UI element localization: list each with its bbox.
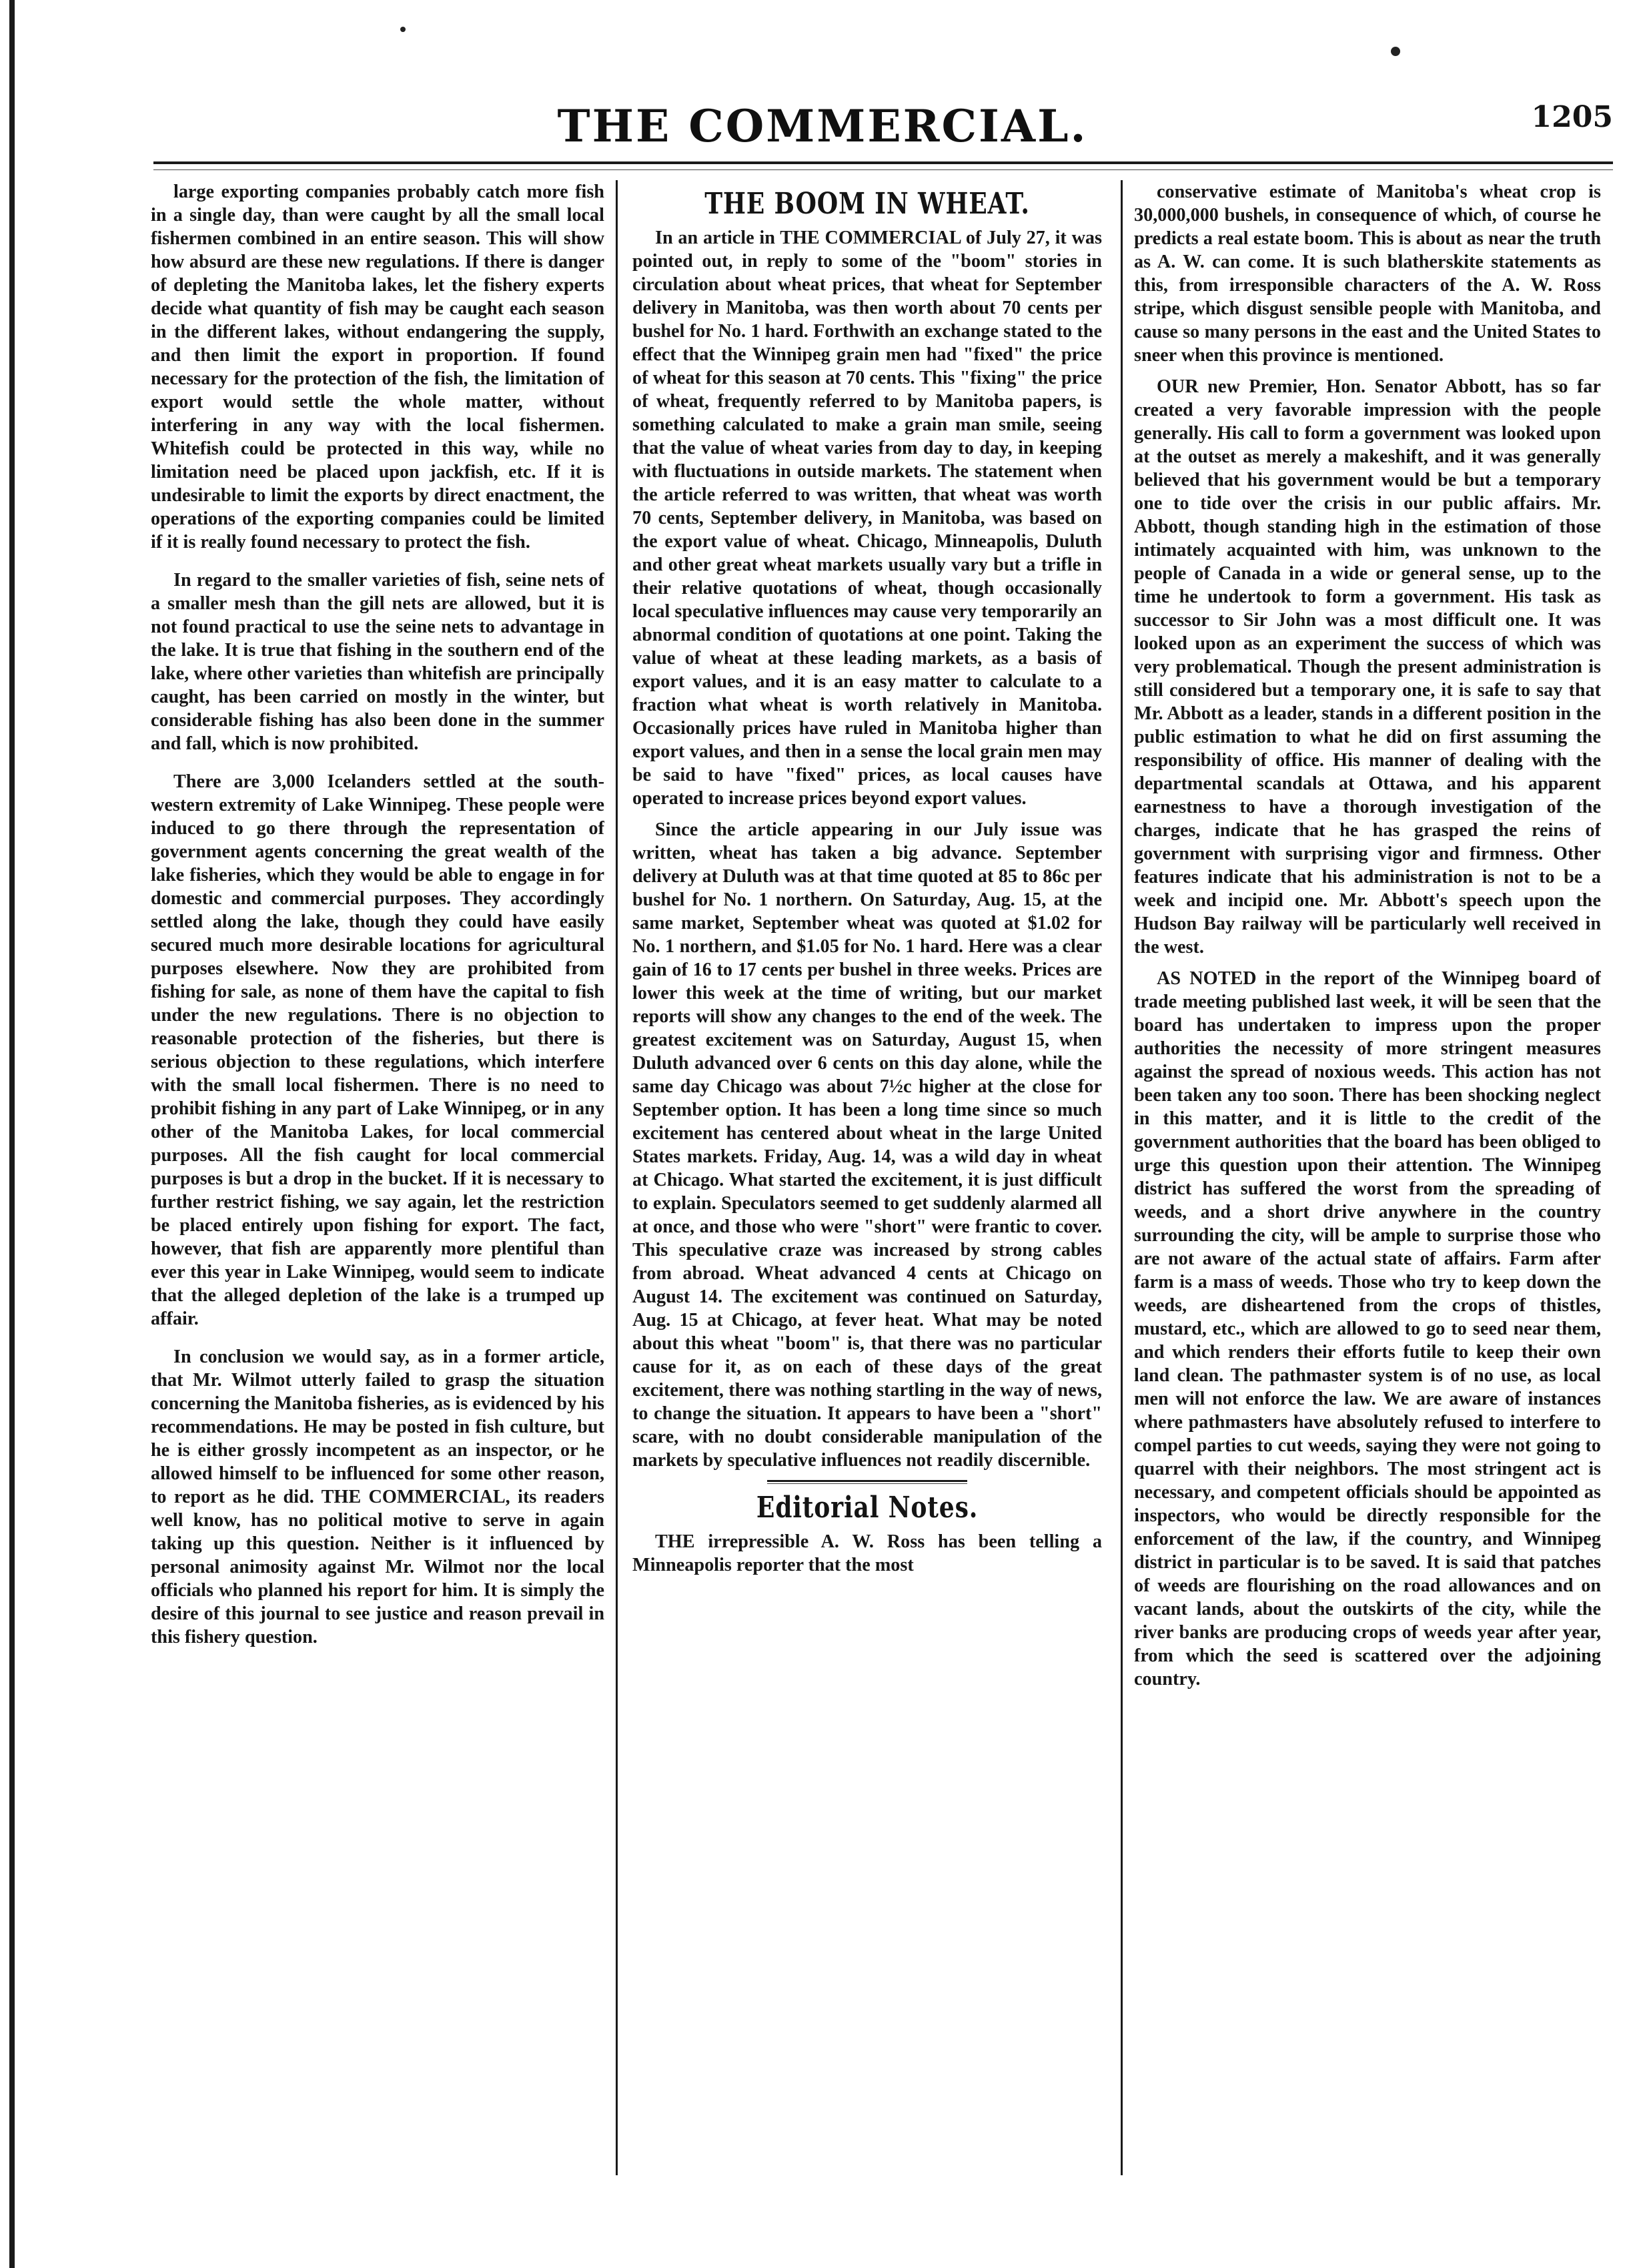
column-divider [1121, 180, 1123, 2175]
article-paragraph: There are 3,000 Icelanders settled at the south-western extremity of Lake Winnipeg. These people were induced to go there through the representation of government agents concerning the great wealth of the lake fisheries, which they would be able to engage in for domestic and commercial purposes. They accordingly settled along the lake, though they could have easily secured much more desirable locations for agricultural purposes elsewhere. Now they are prohibited from fishing for sale, as none of them have the capital to fish under the new regulations. There is no objection to reasonable protection of the fisheries, but there is serious objection to these regulations, which interfere with the small local fishermen. There is no need to prohibit fishing in any part of Lake Winnipeg, or in any other of the Manitoba Lakes, for local commercial purposes. All the fish caught for local commercial purposes is but a drop in the bucket. If it is necessary to further restrict fishing, we say again, let the restriction be placed entirely upon fishing for export. The fact, however, that fish are apparently more plentiful than ever this year in Lake Winnipeg, would seem to indicate that the alleged depletion of the lake is a trumped up affair. [151, 771, 604, 1329]
section-divider [767, 1480, 967, 1482]
section-divider-thin [767, 1483, 967, 1484]
article-paragraph: Since the article appearing in our July issue was written, wheat has taken a big advance. September delivery at Duluth was at that time quoted at 85 to 86c per bushel for No. 1 northern. On Saturday, Aug. 15, at the same market, September wheat was quoted at $1.02 for No. 1 northern, and $1.05 for No. 1 hard. Here was a clear gain of 16 to 17 cents per bushel in three weeks. Prices are lower this week at the time of writing, but our market reports will show any changes to the end of the week. The greatest excitement was on Saturday, August 15, when Duluth advanced over 6 cents on this day alone, while the same day Chicago was about 7½c higher at the close for September option. It has been a long time since so much excitement has centered about wheat in the large United States markets. Friday, Aug. 14, was a wild day in wheat at Chicago. What started the excitement, it is just difficult to explain. Speculators seemed to get suddenly alarmed all at once, and those who were "short" were frantic to cover. This speculative craze was increased by strong cables from abroad. Wheat advanced 4 cents at Chicago on August 14. The excitement was continued on Saturday, Aug. 15 at Chicago, at fever heat. What may be noted about this wheat "boom" is, that there was no particular cause for it, as on each of these days of the great excitement, there was nothing startling in the way of news, to change the situation. It appears to have been a "short" scare, with no doubt considerable manipulation of the markets by speculative influences not readily discernible. [632, 819, 1102, 1471]
article-paragraph: large exporting companies probably catch more fish in a single day, than were caught by all the small local fishermen combined in an entire season. This will show how absurd are these new regulations. If there is danger of depleting the Manitoba lakes, let the fishery experts decide what quantity of fish may be caught each season in the different lakes, without endangering the supply, and then limit the export in proportion. If found necessary for the protection of the fish, the limitation of export would settle the whole matter, without interfering in any way with the local fishermen. Whitefish could be protected in this way, while no limitation need be placed upon jackfish, etc. If it is undesirable to limit the exports by direct enactment, the operations of the exporting companies could be limited if it is really found necessary to protect the fish. [151, 181, 604, 552]
column-left [151, 180, 604, 2182]
article-paragraph: In regard to the smaller varieties of fish, seine nets of a smaller mesh than the gill nets are allowed, but it is not found practical to use the seine nets to advantage in the lake. It is true that fishing in the southern end of the lake, where other varieties than whitefish are principally caught, has been carried on mostly in the winter, but considerable fishing has also been done in the summer and fall, which is now prohibited. [151, 570, 604, 754]
column-right [1134, 180, 1601, 2182]
print-speck [400, 27, 406, 32]
article-paragraph: AS NOTED in the report of the Winnipeg board of trade meeting published last week, it will be seen that the board has undertaken to impress upon the proper authorities the necessity of more stringent measures against the spread of noxious weeds. This action has not been taken any too soon. There has been shocking neglect in this matter, and it is little to the credit of the government authorities that the board has been obliged to urge this question upon their attention. The Winnipeg district has suffered the worst from the spreading of weeds, and a short drive anywhere in the country surrounding the city, will be ample to surprise those who are not aware of the actual state of affairs. Farm after farm is a mass of weeds. Those who try to keep down the weeds, are disheartened from the crops of thistles, mustard, etc., which are allowed to go to seed near them, and which renders their efforts futile to keep their own land clean. The pathmaster system is of no use, as local men will not enforce the law. We are aware of instances where pathmasters have absolutely refused to interfere to compel parties to cut weeds, saying they were not going to quarrel with their neighbors. The most stringent act is necessary, and competent officials should be appointed as inspectors, who would be directly responsible for the enforcement of the law, if the country, and Winnipeg district in particular is to be saved. It is said that patches of weeds are flourishing on the road allowances and on vacant lands, about the outskirts of the city, while the river banks are producing crops of weeds year after year, from which the seed is scattered over the adjoining country. [1134, 968, 1601, 1689]
article-paragraph: conservative estimate of Manitoba's wheat crop is 30,000,000 bushels, in consequence of which, of course he predicts a real estate boom. This is about as near the truth as A. W. can come. It is such blatherskite statements as this, from irresponsible characters of the A. W. Ross stripe, which disgust sensible people with Manitoba, and cause so many persons in the east and the United States to sneer when this province is mentioned. [1134, 181, 1601, 366]
print-speck [1391, 47, 1400, 56]
editorial-notes-headline: Editorial Notes. [756, 1491, 979, 1525]
header-rule [153, 161, 1613, 164]
article-paragraph: In conclusion we would say, as in a former article, that Mr. Wilmot utterly failed to grasp the situation concerning the Manitoba fisheries, as is evidenced by his recommendations. He may be posted in fish culture, but he is either grossly incompetent as an inspector, or he allowed himself to be influenced for some other reason, to report as he did. THE COMMERCIAL, its readers well know, has no political motive to serve in again taking up this question. Neither is it influenced by personal animosity against Mr. Wilmot nor the local officials who planned his report for him. It is simply the desire of this journal to see justice and reason prevail in this fishery question. [151, 1347, 604, 1647]
masthead-title: THE COMMERCIAL. [557, 100, 1088, 152]
column-divider [616, 180, 618, 2175]
article-paragraph: THE irrepressible A. W. Ross has been telling a Minneapolis reporter that the most [632, 1531, 1102, 1575]
article-paragraph: OUR new Premier, Hon. Senator Abbott, has so far created a very favorable impression with the people generally. His call to form a government was looked upon at the outset as merely a makeshift, and it was generally believed that his government would be but a temporary one to tide over the crisis in our public affairs. Mr. Abbott, though standing high in the estimation of those intimately acquainted with him, was unknown to the people of Canada in a wide or general sense, up to the time he undertook to form a government. His task as successor to Sir John was a most difficult one. It was looked upon as an experiment the success of which was very problematical. Though the present administration is still considered but a temporary one, it is safe to say that Mr. Abbott as a leader, stands in a different position in the public estimation to what he did on first assuming the responsibility of office. His manner of dealing with the departmental scandals at Ottawa, and his apparent earnestness to have a thorough investigation of the charges, indicate that he has grasped the reins of government with surprising vigor and firmness. Other features indicate that his administration is not to be a week and incipid one. Mr. Abbott's speech upon the Hudson Bay railway will be particularly well received in the west. [1134, 376, 1601, 958]
boom-in-wheat-headline: THE BOOM IN WHEAT. [704, 187, 1030, 221]
column-middle [632, 180, 1102, 2182]
page-number: 1205 [1531, 100, 1613, 134]
page-edge-rule [9, 0, 15, 2268]
header-rule-thin [153, 169, 1613, 170]
article-paragraph: In an article in THE COMMERCIAL of July 27, it was pointed out, in reply to some of the "boom" stories in circulation about wheat prices, that wheat for September delivery in Manitoba, was then worth about 70 cents per bushel for No. 1 hard. Forthwith an exchange stated to the effect that the Winnipeg grain men had "fixed" the price of wheat for this season at 70 cents. This "fixing" the price of wheat, frequently referred to by Manitoba papers, is something calculated to make a grain man smile, seeing that the value of wheat varies from day to day, in keeping with fluctuations in outside markets. The statement when the article referred to was written, that wheat was worth 70 cents, September delivery, in Manitoba, was based on the export value of wheat. Chicago, Minneapolis, Duluth and other great wheat markets usually vary but a trifle in their relative quotations of wheat, though occasionally local speculative influences may cause very temporarily an abnormal condition of quotations at one point. Taking the value of wheat at these leading markets, as a basis of export values, and it is an easy matter to calculate to a fraction what wheat is worth relatively in Manitoba. Occasionally prices have ruled in Manitoba higher than export values, and then in a sense the local grain men may be said to have "fixed" prices, as local causes have operated to increase prices beyond export values. [632, 228, 1102, 809]
